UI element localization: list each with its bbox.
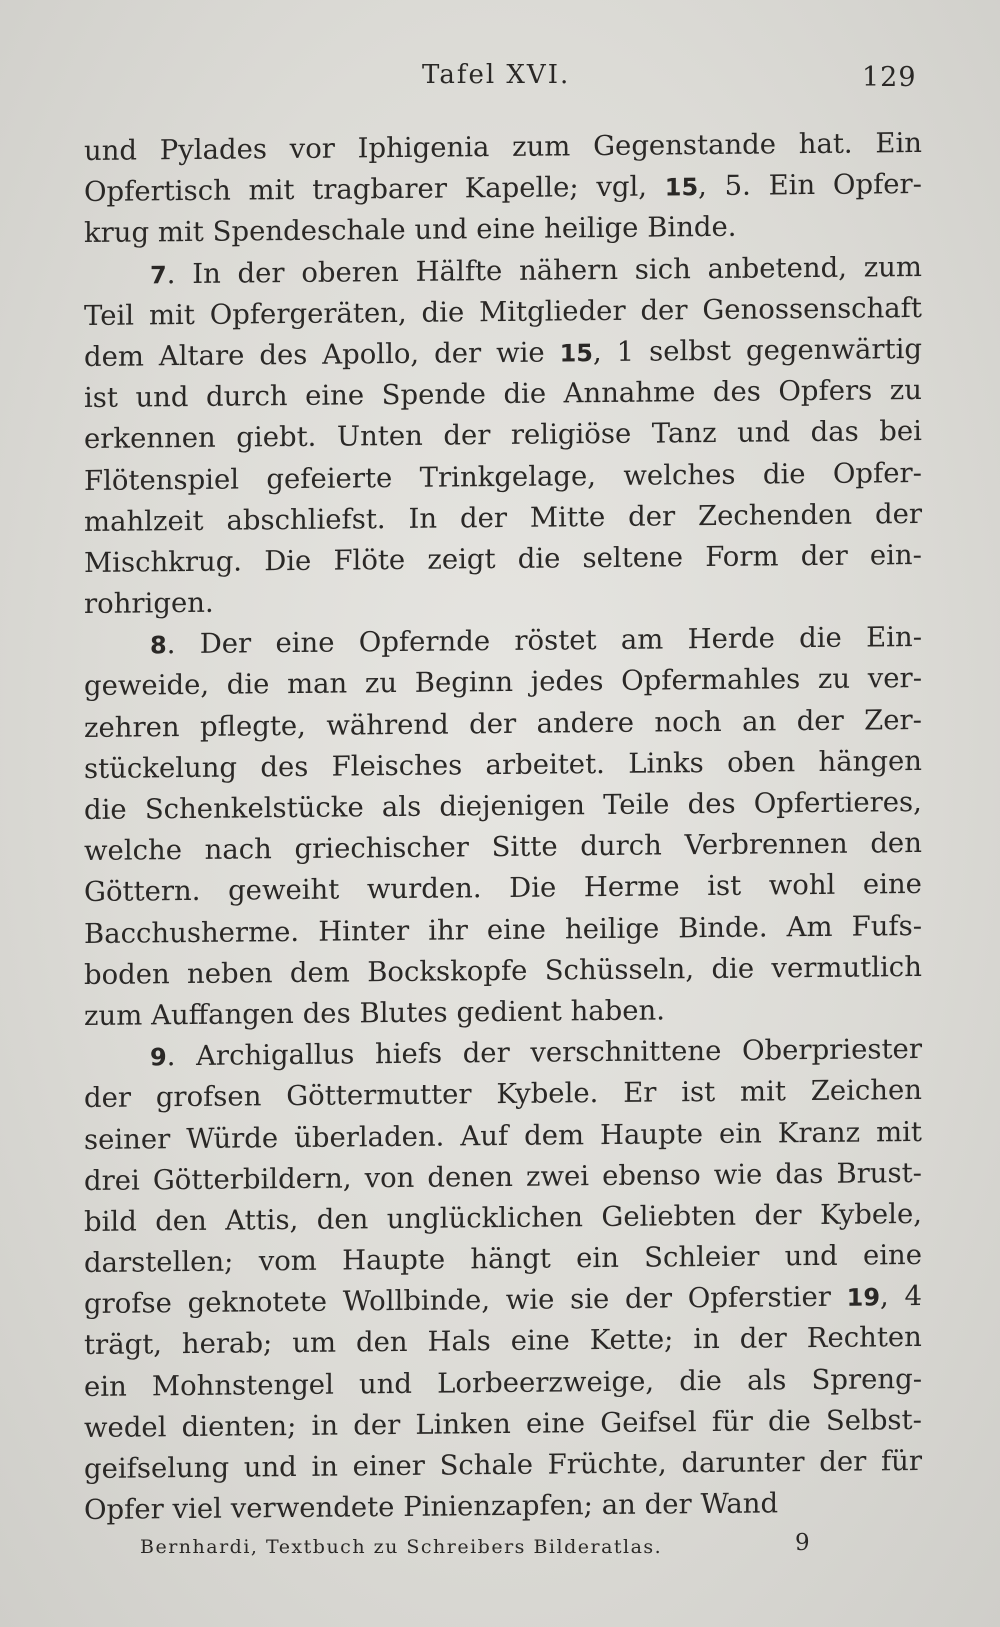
word: Mitte	[529, 500, 606, 534]
word: Opfer-	[832, 456, 922, 490]
page-number: 129	[862, 62, 917, 93]
word: geweiht	[228, 873, 340, 908]
word: grofse	[84, 1287, 172, 1321]
word: Zeichen	[810, 1074, 922, 1108]
word: oben	[727, 746, 796, 779]
word: Gegenstande	[593, 128, 777, 163]
word: boden	[84, 957, 170, 991]
word: nähern	[519, 253, 619, 287]
word: Auffangen	[151, 997, 294, 1032]
reference-number: 15	[559, 339, 593, 368]
word: Wollbinde,	[342, 1284, 491, 1318]
word: diejenigen	[439, 789, 585, 823]
word: mit	[876, 1115, 922, 1148]
page-title: Tafel XVI.	[422, 60, 571, 90]
word: Apollo,	[322, 337, 420, 371]
word: die	[711, 952, 755, 985]
word: rohrigen.	[84, 586, 214, 621]
word: heilige	[564, 912, 660, 945]
word: eine	[476, 213, 536, 246]
word: Ein	[768, 169, 816, 202]
word: des	[302, 997, 351, 1030]
word: mit	[157, 216, 204, 249]
word: den	[316, 1203, 369, 1236]
reference-number: 8	[150, 631, 167, 660]
word: Archigallus	[196, 1038, 355, 1073]
word: Schleier	[644, 1240, 760, 1274]
word: Selbst-	[825, 1403, 922, 1437]
word: eine	[510, 1324, 570, 1358]
word: die	[762, 457, 806, 491]
word: der	[469, 707, 517, 740]
word: in	[693, 1323, 720, 1356]
word: der	[754, 1199, 802, 1232]
word: Der	[199, 627, 252, 661]
word: Form	[705, 540, 779, 573]
word: Hals	[427, 1325, 491, 1359]
word: Schale	[439, 1448, 533, 1482]
reference-number: 19	[846, 1283, 881, 1312]
text-line	[84, 1482, 922, 1531]
word: der	[819, 1445, 867, 1478]
word: Altare	[158, 339, 245, 373]
word: Bockskopfe	[367, 954, 528, 989]
word: Rechten	[806, 1321, 922, 1355]
word: Kybele.	[496, 1077, 599, 1111]
word: erkennen	[84, 422, 216, 456]
word: Sitte	[491, 830, 558, 864]
word: ein	[576, 1241, 619, 1275]
word: welche	[84, 834, 182, 868]
word: herab;	[181, 1327, 273, 1361]
word: 5.	[724, 169, 751, 203]
word: die	[226, 668, 270, 702]
word: gefeierte	[266, 461, 393, 495]
word: seltene	[582, 541, 684, 575]
word: um	[292, 1327, 337, 1360]
word: religiöse	[510, 418, 632, 452]
word: den	[355, 1326, 408, 1359]
word: Pinienzapfen;	[403, 1489, 593, 1524]
word: Göttermutter	[286, 1078, 472, 1113]
word: jedes	[530, 665, 604, 699]
word: Opferstier	[687, 1281, 831, 1315]
word: vom	[258, 1244, 317, 1278]
word: einer	[352, 1449, 425, 1483]
word: 19,	[846, 1280, 889, 1313]
word: Opfer	[84, 1493, 164, 1527]
word: der	[625, 1282, 673, 1316]
word: vgl,	[596, 170, 648, 204]
word: Lorbeerzweige,	[437, 1365, 655, 1400]
word: stückelung	[84, 751, 238, 785]
word: das	[810, 415, 859, 449]
word: Haupte	[600, 1117, 704, 1151]
word: und	[135, 381, 189, 414]
word: wohl	[768, 869, 836, 902]
word: die	[421, 296, 465, 329]
word: durch	[206, 380, 288, 413]
word: welches	[623, 458, 736, 492]
word: selbst	[649, 334, 732, 368]
word: Auf	[460, 1119, 509, 1152]
word: denen	[427, 1160, 513, 1194]
word: mit	[739, 1075, 786, 1109]
word: Hinter	[318, 914, 410, 948]
word: man	[287, 667, 348, 701]
word: 4	[904, 1280, 922, 1313]
word: Flöte	[333, 543, 406, 577]
word: grofsen	[155, 1080, 262, 1114]
word: mit	[148, 298, 195, 332]
word: der	[459, 501, 508, 535]
word: ein	[719, 1117, 762, 1150]
word: überladen.	[294, 1120, 445, 1154]
word: Iphigenia	[357, 131, 490, 165]
word: zu	[889, 374, 922, 407]
word: zum	[512, 130, 571, 163]
word: Opfer-	[832, 168, 922, 202]
word: wie	[505, 1283, 555, 1317]
word: darunter	[681, 1446, 805, 1480]
word: das	[775, 1157, 824, 1191]
word: als	[747, 1363, 787, 1397]
word: der	[434, 337, 482, 370]
word: Opfertisch	[84, 174, 231, 209]
word: pflegte,	[200, 709, 306, 743]
word: Würde	[186, 1121, 279, 1155]
word: Spende	[381, 378, 486, 412]
word: und	[84, 134, 138, 168]
word: der	[640, 293, 688, 327]
word: die	[679, 1364, 722, 1397]
word: Beginn	[414, 666, 514, 700]
word: für	[880, 1444, 922, 1478]
word: an	[601, 1488, 636, 1522]
word: hängen	[818, 744, 922, 778]
word: ein-	[869, 538, 922, 572]
word: zu	[817, 663, 851, 696]
word: die	[799, 621, 842, 655]
word: und	[784, 1239, 838, 1273]
word: in	[311, 1450, 338, 1483]
running-head	[0, 60, 1000, 100]
word: Kybele,	[819, 1197, 922, 1231]
word: Unten	[336, 420, 423, 453]
word: Binde.	[647, 211, 737, 244]
word: neben	[187, 956, 273, 990]
word: Hälfte	[415, 254, 503, 288]
word: Kette;	[589, 1323, 674, 1357]
word: vor	[289, 132, 335, 166]
word: eine	[275, 626, 335, 660]
word: der	[800, 539, 848, 573]
word: Göttern.	[84, 875, 201, 909]
word: zehren	[84, 710, 180, 744]
signature-mark: 9	[795, 1530, 810, 1556]
word: Früchte,	[547, 1447, 667, 1481]
word: für	[711, 1405, 753, 1438]
word: ist	[681, 1076, 716, 1109]
word: Brust-	[836, 1156, 922, 1190]
word: Fleisches	[331, 749, 463, 783]
word: Flötenspiel	[84, 463, 240, 497]
word: den	[870, 827, 922, 860]
word: arbeitet.	[485, 747, 605, 781]
word: des	[260, 750, 309, 784]
word: 1	[616, 335, 635, 368]
word: Mohnstengel	[151, 1368, 334, 1402]
word: Trinkgelage,	[419, 459, 597, 494]
word: Opfergeräten,	[209, 296, 407, 331]
word: des	[259, 338, 308, 372]
word: trägt,	[84, 1328, 162, 1362]
word: als	[381, 790, 422, 824]
word: unglücklichen	[386, 1201, 583, 1235]
word: von	[364, 1161, 415, 1195]
word: wie	[713, 1158, 763, 1191]
word: der	[796, 704, 844, 737]
word: Blutes	[359, 996, 448, 1030]
word: Tanz	[651, 417, 717, 450]
word: vermutlich	[771, 950, 922, 985]
word: geweide,	[84, 669, 210, 703]
word: heilige	[544, 212, 639, 245]
word: Teile	[603, 788, 670, 822]
word: ihr	[428, 913, 468, 947]
word: zum	[863, 250, 922, 284]
word: abschliefst.	[226, 502, 386, 537]
word: 7.	[150, 257, 176, 290]
word: eine	[862, 868, 922, 901]
word: noch	[654, 705, 722, 739]
word: tragbarer	[312, 172, 447, 207]
word: 9.	[150, 1040, 176, 1073]
word: Götterbildern,	[152, 1162, 352, 1197]
word: röstet	[514, 624, 597, 658]
word: Spreng-	[811, 1362, 922, 1396]
word: Pylades	[159, 133, 267, 167]
word: gedient	[456, 995, 562, 1029]
word: Opfers	[778, 374, 873, 408]
word: die	[768, 1404, 811, 1438]
word: geknotete	[187, 1285, 328, 1320]
word: eine	[486, 913, 546, 946]
word: ein	[84, 1370, 127, 1403]
word: und	[243, 1450, 297, 1484]
word: Binde.	[678, 911, 768, 944]
word: der	[443, 419, 491, 452]
word: die	[503, 377, 547, 411]
word: griechischer	[294, 831, 469, 866]
word: Kranz	[777, 1116, 861, 1149]
word: der	[353, 1408, 401, 1442]
word: seiner	[84, 1122, 171, 1156]
word: des	[712, 375, 761, 409]
word: und	[414, 213, 468, 247]
word: oberen	[301, 255, 399, 289]
word: Mitglieder	[479, 294, 626, 328]
word: durch	[580, 829, 662, 863]
text-line	[84, 411, 922, 460]
word: der	[237, 256, 285, 290]
word: anbetend,	[707, 251, 847, 285]
word: Haupte	[342, 1243, 446, 1277]
word: hängt	[470, 1242, 551, 1276]
word: Herde	[687, 622, 775, 656]
word: drei	[84, 1164, 140, 1197]
word: wie	[496, 336, 545, 370]
word: Die	[264, 544, 312, 578]
word: Mischkrug.	[84, 545, 243, 579]
word: Schenkelstücke	[144, 791, 364, 826]
word: gegenwärtig	[745, 332, 922, 367]
word: In	[408, 502, 438, 535]
word: Opfernde	[358, 625, 491, 659]
word: zum	[84, 999, 143, 1032]
word: Herme	[583, 870, 680, 904]
word: hiefs	[375, 1037, 443, 1071]
word: darstellen;	[84, 1245, 234, 1280]
word: viel	[172, 1492, 222, 1526]
word: ver-	[867, 662, 922, 695]
word: eine	[862, 1239, 922, 1272]
word: nach	[204, 833, 272, 867]
word: Opfermahles	[621, 663, 801, 698]
word: der	[628, 500, 676, 533]
word: Geliebten	[601, 1199, 737, 1233]
word: Annahme	[563, 376, 696, 410]
word: der	[874, 497, 922, 531]
word: 15,	[559, 335, 602, 369]
word: giebt.	[236, 421, 317, 454]
word: der	[739, 1322, 787, 1356]
word: und	[737, 416, 791, 450]
word: 15,	[664, 170, 707, 203]
word: krug	[84, 216, 150, 250]
word: zeigt	[427, 542, 496, 576]
reference-number: 15	[664, 173, 699, 202]
word: verwendete	[230, 1491, 395, 1525]
word: dem	[84, 340, 144, 373]
word: Linken	[415, 1407, 511, 1441]
word: der	[462, 1037, 510, 1070]
word: den	[155, 1204, 207, 1238]
word: Zer-	[864, 703, 922, 737]
word: verschnittene	[530, 1035, 722, 1069]
word: haben.	[570, 994, 665, 1028]
word: Die	[509, 871, 557, 905]
word: Er	[623, 1076, 657, 1110]
word: 8.	[150, 628, 176, 661]
word: In	[192, 257, 221, 290]
reference-number: 7	[150, 260, 167, 289]
word: Schüsseln,	[544, 952, 695, 987]
word: Opfertieres,	[753, 785, 922, 820]
word: des	[687, 787, 736, 821]
word: bild	[84, 1205, 137, 1238]
word: die	[84, 793, 127, 827]
word: ist	[84, 381, 118, 415]
word: zu	[364, 667, 398, 700]
word: Wand	[700, 1487, 779, 1521]
body-text	[84, 127, 922, 1527]
word: Genossenschaft	[702, 291, 922, 326]
word: wurden.	[366, 872, 482, 906]
word: zwei	[526, 1159, 590, 1193]
word: eine	[305, 379, 365, 413]
word: an	[742, 705, 777, 738]
word: Ein-	[866, 621, 922, 654]
word: sie	[570, 1283, 610, 1316]
word: Ein	[875, 126, 922, 160]
word: Bacchusherme.	[84, 915, 300, 950]
word: dem	[289, 956, 350, 989]
word: dem	[524, 1118, 585, 1152]
word: in	[311, 1409, 339, 1442]
word: Verbrennen	[684, 827, 848, 862]
word: der	[644, 1488, 692, 1521]
word: Teil	[84, 299, 135, 332]
word: am	[620, 623, 664, 657]
word: während	[326, 708, 449, 742]
text-line	[84, 1070, 922, 1119]
word: Links	[628, 746, 704, 780]
word: wedel	[84, 1411, 167, 1444]
word: der	[84, 1081, 132, 1115]
word: Fufs-	[851, 909, 922, 943]
word: die	[517, 542, 561, 575]
word: geifselung	[84, 1451, 230, 1486]
word: mit	[248, 174, 295, 207]
word: Spendeschale	[212, 214, 406, 249]
word: eine	[526, 1407, 586, 1440]
word: Geifsel	[600, 1405, 697, 1439]
page-footer	[140, 1530, 840, 1570]
word: Oberpriester	[742, 1033, 922, 1067]
word: andere	[536, 706, 634, 740]
word: bei	[879, 415, 922, 448]
word: Kapelle;	[464, 171, 579, 205]
word: Am	[786, 910, 833, 943]
word: Attis,	[225, 1203, 299, 1237]
word: Zechenden	[698, 498, 853, 532]
word: ebenso	[602, 1158, 701, 1192]
word: sich	[634, 252, 691, 286]
word: dienten;	[181, 1409, 297, 1443]
footer-imprint: Bernhardi, Textbuch zu Schreibers Bilderatlas.	[140, 1536, 663, 1558]
reference-number: 9	[150, 1043, 167, 1072]
word: hat.	[798, 127, 853, 161]
word: ist	[707, 870, 742, 903]
word: und	[359, 1367, 413, 1401]
word: mahlzeit	[84, 504, 204, 538]
